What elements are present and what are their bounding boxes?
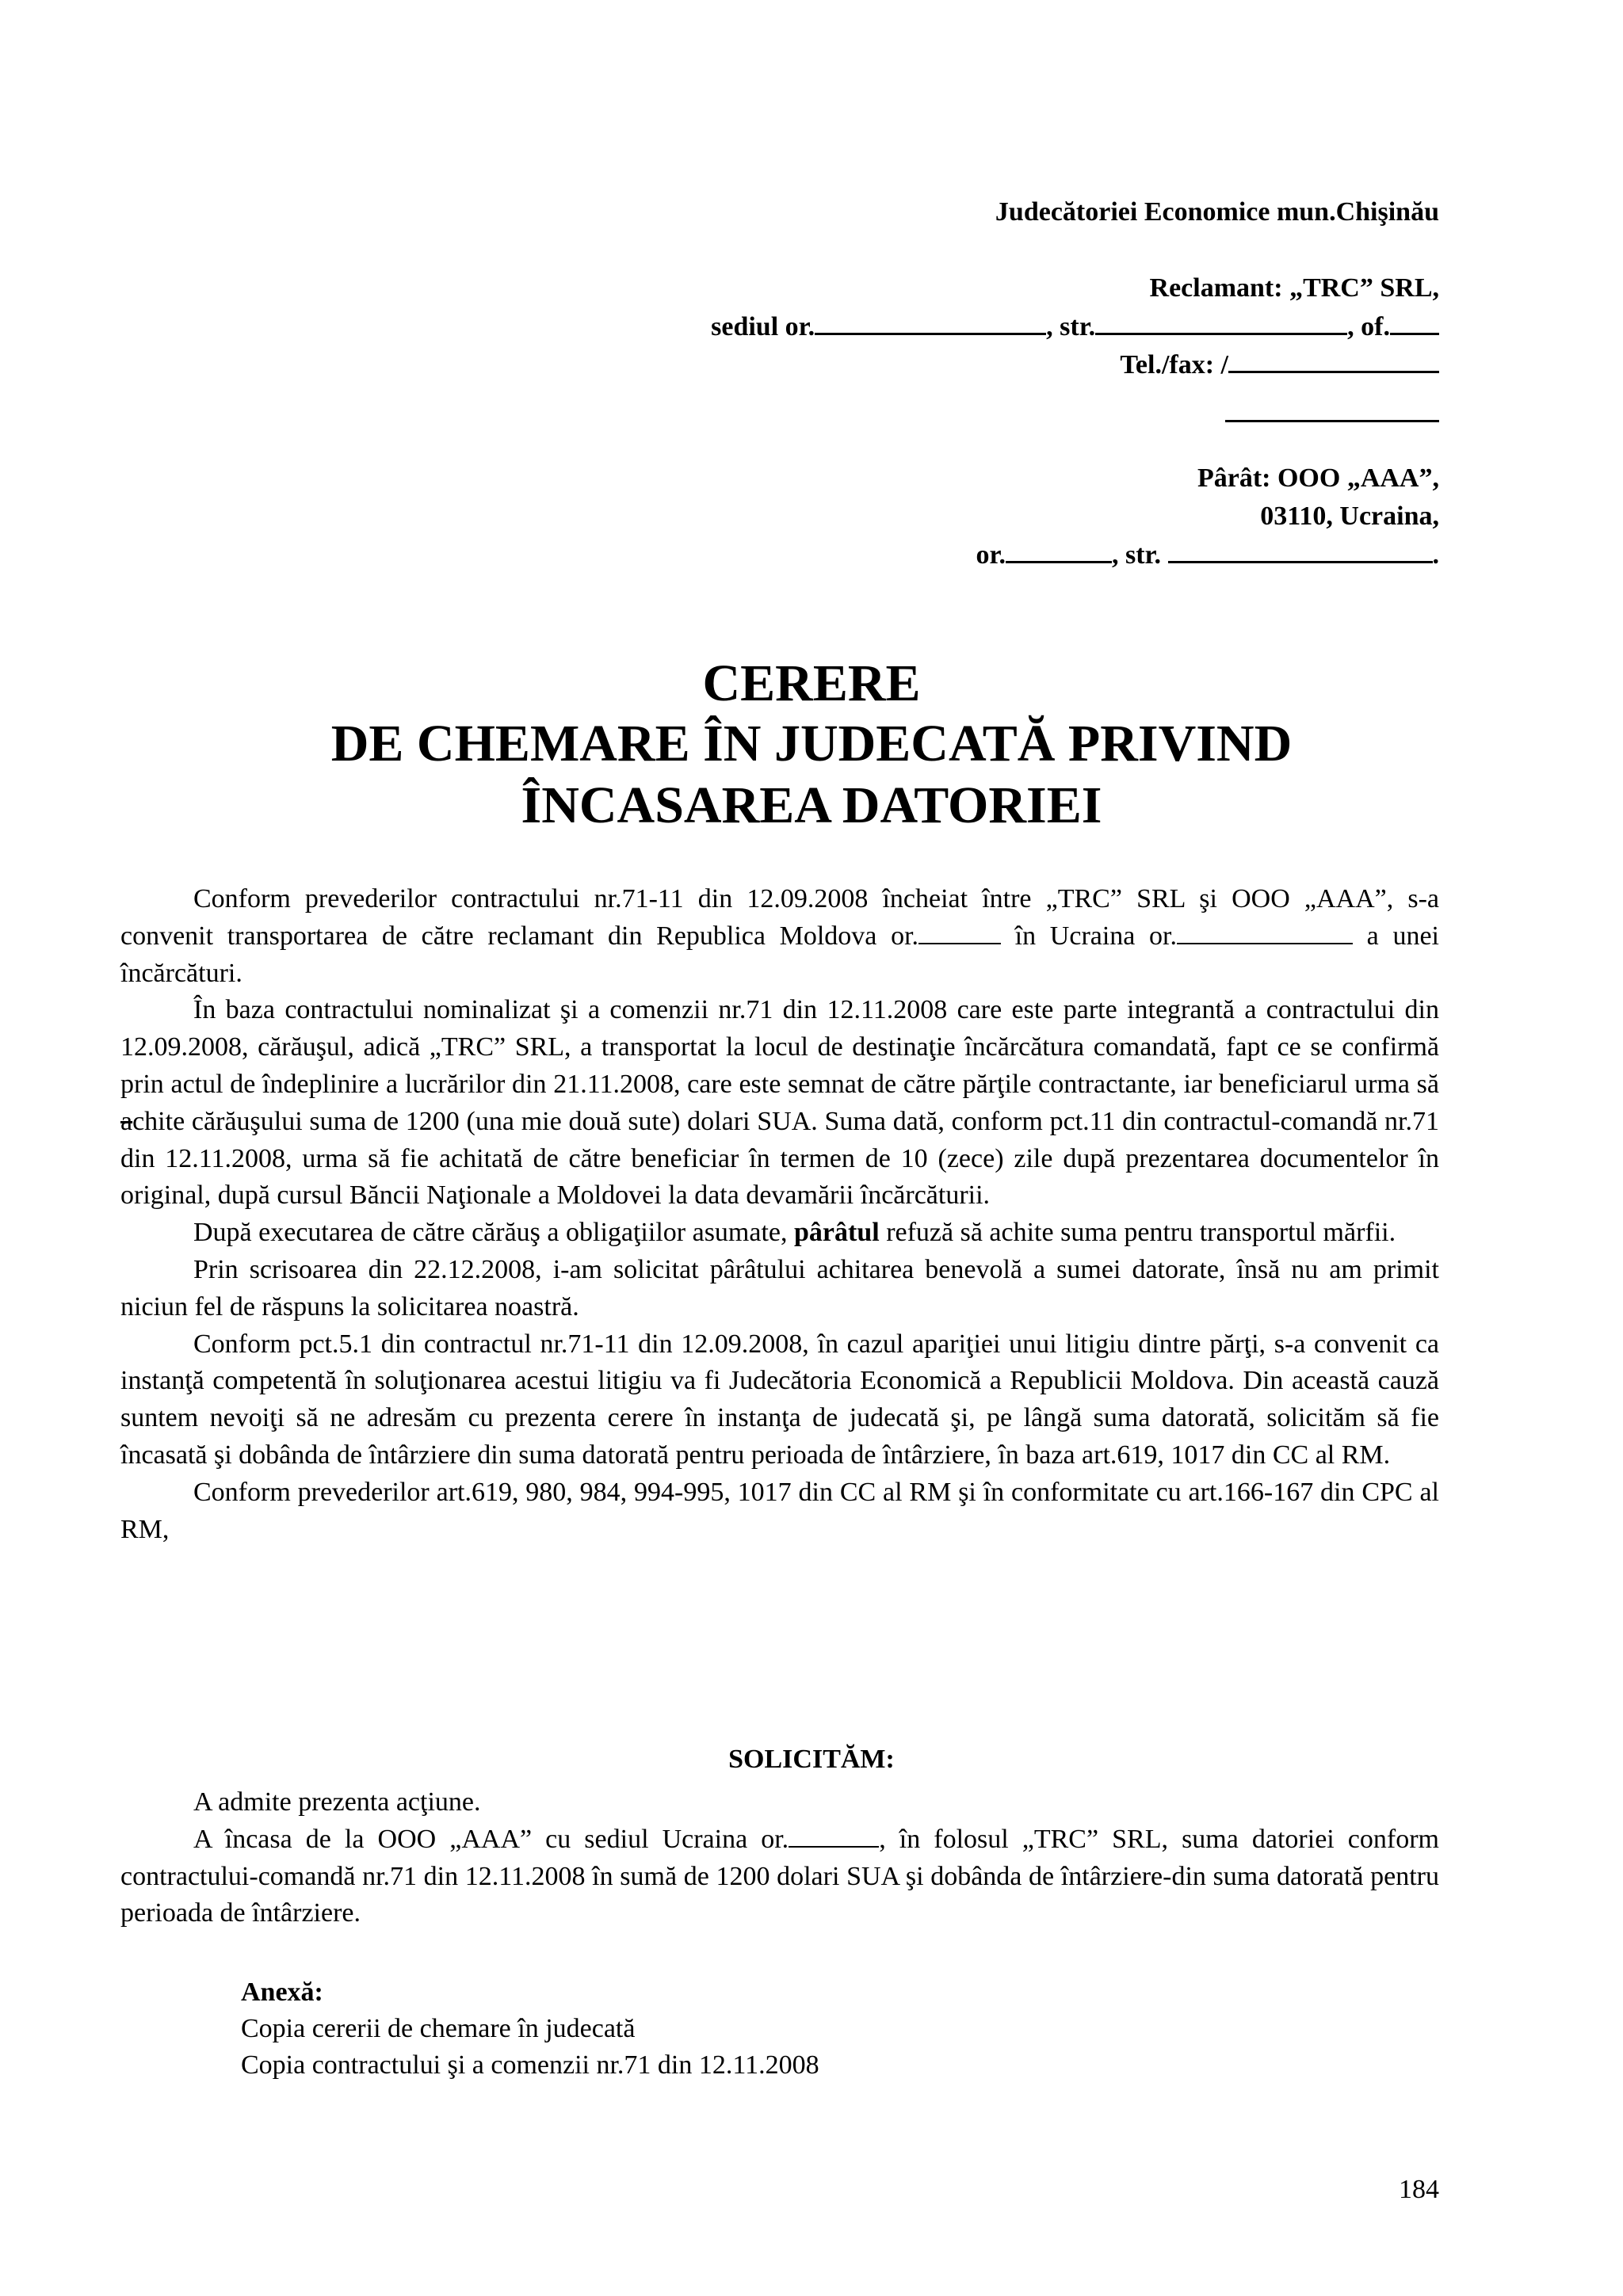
defendant-address-line: or. , str. .: [976, 540, 1439, 570]
blank-street[interactable]: [1095, 311, 1347, 335]
page-number: 184: [1399, 2175, 1439, 2204]
defendant-line: Pârât: OOO „AAA”,: [1197, 463, 1439, 493]
blank-extra-line[interactable]: [1225, 420, 1439, 422]
paragraph-letter: Prin scrisoarea din 22.12.2008, i-am solicitat pârâtului achitarea benevolă a sumei datorate, însă nu am primit niciun fel de răspuns la solicitarea noastră.: [120, 1254, 1439, 1322]
request-item-collect: A încasa de la OOO „AAA” cu sediul Ucraina or. , în folosul „TRC” SRL, suma datoriei conform contractului-comandă nr.71 din 12.11.2008 în sumă de 1200 dolari SUA şi dobânda de întârziere-din suma datorată pentru perioada de întârziere.: [120, 1824, 1439, 1928]
annex-item: Copia contractului şi a comenzii nr.71 din 12.11.2008: [241, 2050, 819, 2080]
annex-item: Copia cererii de chemare în judecată: [241, 2014, 636, 2043]
blank-city[interactable]: [815, 311, 1046, 335]
blank-office[interactable]: [1390, 311, 1439, 335]
blank-telfax[interactable]: [1228, 349, 1439, 373]
blank-def-city[interactable]: [1006, 539, 1112, 563]
blank-request-city[interactable]: [789, 1825, 879, 1848]
blank-origin-city[interactable]: [918, 922, 1001, 944]
plaintiff-seat-line: sediul or. , str. , of.: [711, 311, 1439, 343]
paragraph-contract: Conform prevederilor contractului nr.71-11 din 12.09.2008 încheiat între „TRC” SRL şi OOO „AAA”, s-a convenit transportarea de către reclamant din Republica Moldova or. în Ucraina or. a unei încărcături.: [120, 884, 1439, 988]
document-title-line2: DE CHEMARE ÎN JUDECATĂ PRIVIND: [330, 715, 1293, 772]
blank-def-street[interactable]: [1168, 539, 1433, 563]
annex-heading: Anexă:: [241, 1978, 323, 2007]
request-heading: SOLICITĂM:: [728, 1745, 895, 1774]
telfax-line: Tel./fax: /: [1120, 349, 1439, 381]
court-addressee: Judecătoriei Economice mun.Chişinău: [995, 197, 1439, 227]
paragraph-jurisdiction: Conform pct.5.1 din contractul nr.71-11 din 12.09.2008, în cazul apariţiei unui litigiu dintre părţi, s-a convenit ca instanţă competentă în soluţionarea acestui litigiu va fi Judecătoria Economică a Republicii Moldova. Din această cauză suntem nevoiţi să ne adresăm cu prezenta cerere în instanţa de judecată şi, pe lângă suma datorată, solicităm să fie încasată şi dobânda de întârziere din suma datorată pentru perioada de întârziere, în baza art.619, 1017 din CC al RM.: [120, 1329, 1439, 1470]
document-title-line3: ÎNCASAREA DATORIEI: [521, 776, 1102, 834]
annex-section: [241, 1974, 819, 2084]
paragraph-transport: În baza contractului nominalizat şi a comenzii nr.71 din 12.11.2008 care este parte integrantă a contractului din 12.09.2008, cărăuşul, adică „TRC” SRL, a transportat la locul de destinaţie încărcătura comandată, fapt ce se confirmă prin actul de îndeplinire a lucrărilor din 21.11.2008, care este semnat de către părţile contractante, iar beneficiarul urma să achite cărăuşului suma de 1200 (una mie două sute) dolari SUA. Suma dată, conform pct.11 din contractul-comandă nr.71 din 12.11.2008, urma să fie achitată de către beneficiar în termen de 10 (zece) zile după prezentarea documentelor în original, după cursul Băncii Naţionale a Moldovei la data devamării încărcăturii.: [120, 995, 1439, 1211]
request-body: [120, 1784, 1439, 1932]
blank-destination-city[interactable]: [1177, 922, 1353, 944]
request-item-admit: A admite prezenta acţiune.: [193, 1787, 481, 1817]
paragraph-legal-basis: Conform prevederilor art.619, 980, 984, 994-995, 1017 din CC al RM şi în conformitate cu art.166-167 din CPC al RM,: [120, 1477, 1439, 1544]
defendant-zip-line: 03110, Ucraina,: [1260, 502, 1439, 531]
plaintiff-line: Reclamant: „TRC” SRL,: [1149, 273, 1439, 303]
claim-body: [120, 881, 1439, 1548]
paragraph-refusal: După executarea de către cărăuş a obligaţiilor asumate, pârâtul refuză să achite suma pentru transportul mărfii.: [193, 1218, 1396, 1248]
document-title: CERERE: [702, 654, 921, 712]
